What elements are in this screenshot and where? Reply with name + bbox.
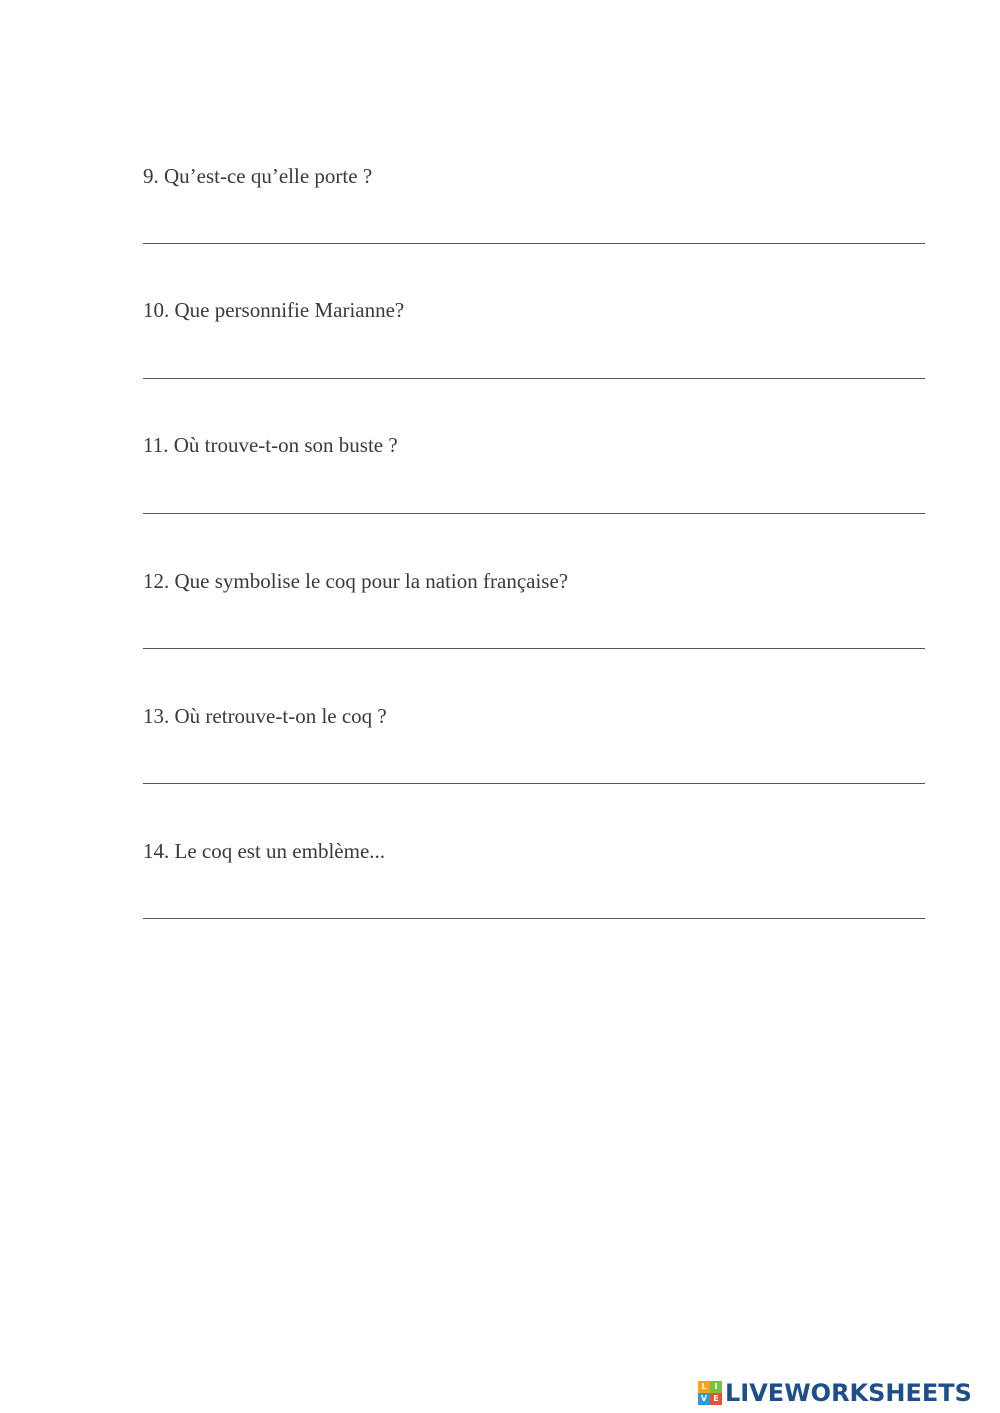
question-10: 10. Que personnifie Marianne? bbox=[143, 298, 405, 322]
answer-line-13[interactable] bbox=[143, 783, 925, 784]
liveworksheets-brand[interactable] bbox=[698, 1377, 972, 1409]
question-11: 11. Où trouve-t-on son buste ? bbox=[143, 433, 398, 457]
answer-line-12[interactable] bbox=[143, 648, 925, 649]
brand-name: LIVEWORKSHEETS bbox=[725, 1379, 972, 1407]
logo-letter-e: E bbox=[710, 1393, 722, 1405]
question-9: 9. Qu’est-ce qu’elle porte ? bbox=[143, 164, 373, 188]
question-12: 12. Que symbolise le coq pour la nation française? bbox=[143, 569, 569, 593]
logo-letter-l: L bbox=[698, 1381, 710, 1393]
question-14: 14. Le coq est un emblème... bbox=[143, 839, 386, 863]
liveworksheets-logo-icon bbox=[698, 1381, 722, 1405]
logo-letter-i: I bbox=[710, 1381, 722, 1393]
logo-letter-v: V bbox=[698, 1393, 710, 1405]
answer-line-9[interactable] bbox=[143, 243, 925, 244]
answer-line-14[interactable] bbox=[143, 918, 925, 919]
question-13: 13. Où retrouve-t-on le coq ? bbox=[143, 704, 387, 728]
answer-line-10[interactable] bbox=[143, 378, 925, 379]
answer-line-11[interactable] bbox=[143, 513, 925, 514]
